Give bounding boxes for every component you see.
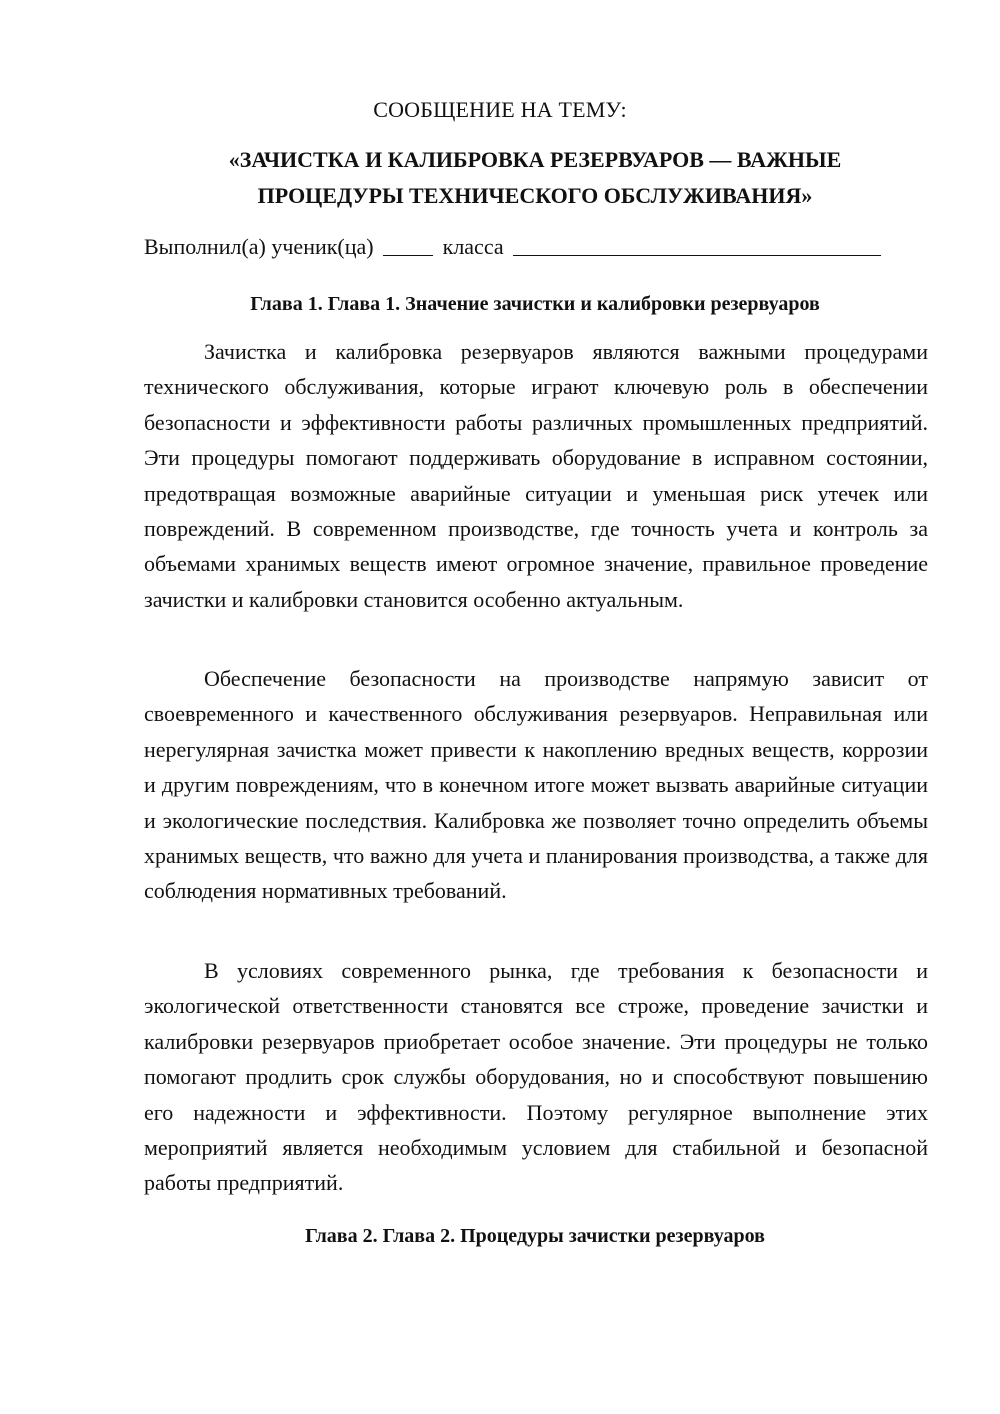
author-line [144, 232, 934, 262]
document-title-line-2: ПРОЦЕДУРЫ ТЕХНИЧЕСКОГО ОБСЛУЖИВАНИЯ» [257, 183, 813, 208]
author-prefix: Выполнил(а) ученик(ца) [144, 234, 374, 259]
chapter-1-heading: Глава 1. Глава 1. Значение зачистки и калибровки резервуаров [250, 293, 820, 315]
chapter-1-paragraph-1: Зачистка и калибровка резервуаров являются важными процедурами технического обслуживания, которые играют ключевую роль в обеспечении безопасности и эффективности работы различных промышленных предприятий. Эти процедуры помогают поддерживать оборудование в исправном состоянии, предотвращая возможные аварийные ситуации и уменьшая риск утечек или повреждений. В современном производстве, где точность учета и контроль за объемами хранимых веществ имеют огромное значение, правильное проведение зачистки и калибровки становится особенно актуальным. [144, 339, 928, 612]
document-title-line-1: «ЗАЧИСТКА И КАЛИБРОВКА РЕЗЕРВУАРОВ — ВАЖНЫЕ [228, 147, 842, 172]
document-title [120, 142, 950, 214]
chapter-1-paragraph-3: В условиях современного рынка, где требования к безопасности и экологической ответственности становятся все строже, проведение зачистки и калибровки резервуаров приобретает особое значение. Эти процедуры не только помогают продлить срок службы оборудования, но и способствуют повышению его надежности и эффективности. Поэтому регулярное выполнение этих мероприятий является необходимым условием для стабильной и безопасной работы предприятий. [144, 958, 928, 1196]
chapter-2-heading: Глава 2. Глава 2. Процедуры зачистки резервуаров [305, 1225, 765, 1247]
author-class-label: класса [442, 234, 504, 259]
grade-blank [383, 233, 433, 256]
topic-label: СООБЩЕНИЕ НА ТЕМУ: [373, 97, 627, 122]
name-blank [513, 233, 881, 256]
chapter-1-paragraph-2: Обеспечение безопасности на производстве напрямую зависит от своевременного и качественного обслуживания резервуаров. Неправильная или нерегулярная зачистка может привести к накоплению вредных веществ, коррозии и другим повреждениям, что в конечном итоге может вызвать аварийные ситуации и экологические последствия. Калибровка же позволяет точно определить объемы хранимых веществ, что важно для учета и планирования производства, а также для соблюдения нормативных требований. [144, 666, 928, 904]
